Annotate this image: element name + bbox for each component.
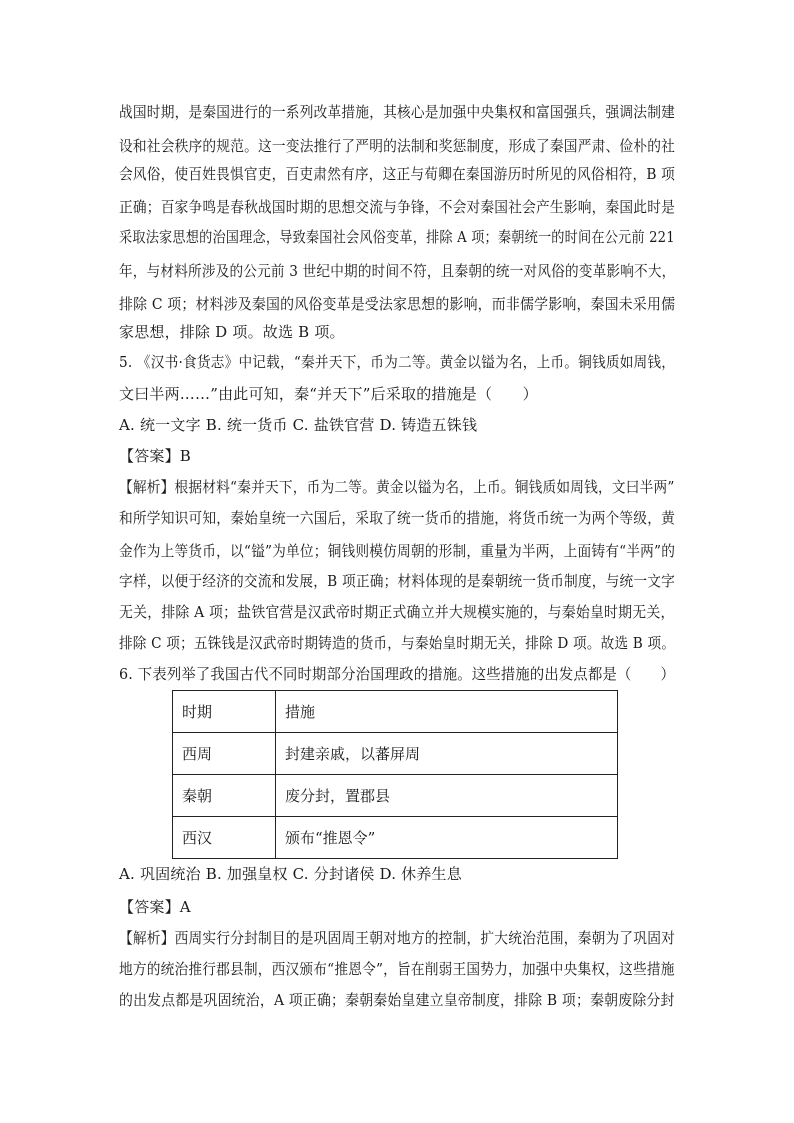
text-line: 正确；百家争鸣是春秋战国时期的思想交流与争锋，不会对秦国社会产生影响，秦国此时是 <box>119 198 676 216</box>
text-line: 年，与材料所涉及的公元前 3 世纪中期的时间不符，且秦朝的统一对风俗的变革影响不大， <box>119 262 676 280</box>
question-6-stem: 6. 下表列举了我国古代不同时期部分治国理政的措施。这些措施的出发点都是（ ） <box>119 665 676 683</box>
answer-label: 【答案】B <box>119 447 192 465</box>
question-6-options: A. 巩固统治 B. 加强皇权 C. 分封诸侯 D. 休养生息 <box>119 865 462 883</box>
table-row <box>173 733 618 775</box>
text-line: 设和社会秩序的规范。这一变法推行了严明的法制和奖惩制度，形成了秦国严肃、俭朴的社 <box>119 137 676 155</box>
table-cell: 西汉 <box>173 817 276 859</box>
table-row <box>173 775 618 817</box>
text-line: 排除 C 项；材料涉及秦国的风俗变革是受法家思想的影响，而非儒学影响，秦国未采用儒 <box>119 295 676 313</box>
table-cell: 颁布“推恩令” <box>276 817 618 859</box>
answer-label: 【答案】A <box>119 898 191 916</box>
table-cell: 西周 <box>173 733 276 775</box>
question-5-stem: 文曰半两……”由此可知，秦“并天下”后采取的措施是（ ） <box>119 385 538 403</box>
table-row <box>173 817 618 859</box>
question-5-stem: 5. 《汉书·食货志》中记载，“秦并天下，币为二等。黄金以镒为名，上币。铜钱质如周钱， <box>119 353 676 371</box>
analysis-line: 【解析】西周实行分封制目的是巩固周王朝对地方的控制，扩大统治范围，秦朝为了巩固对 <box>119 929 676 947</box>
text-line: 家思想，排除 D 项。故选 B 项。 <box>119 323 345 341</box>
analysis-line: 【解析】根据材料“秦并天下，币为二等。黄金以镒为名，上币。铜钱质如周钱，文曰半两” <box>119 478 675 496</box>
analysis-line: 排除 C 项；五铢钱是汉武帝时期铸造的货币，与秦始皇时期无关，排除 D 项。故选 B 项。 <box>119 634 676 652</box>
analysis-line: 的出发点都是巩固统治，A 项正确；秦朝秦始皇建立皇帝制度，排除 B 项；秦朝废除分封 <box>119 991 675 1009</box>
analysis-line: 地方的统治推行郡县制，西汉颁布“推恩令”，旨在削弱王国势力，加强中央集权，这些措施 <box>119 960 675 978</box>
measures-table <box>172 690 618 859</box>
table-cell: 秦朝 <box>173 775 276 817</box>
table-header-cell: 时期 <box>173 691 276 733</box>
text-line: 会风俗，使百姓畏惧官吏，百吏肃然有序，这正与荀卿在秦国游历时所见的风俗相符，B 项 <box>119 165 675 183</box>
table-cell: 废分封，置郡县 <box>276 775 618 817</box>
table-header-row <box>173 691 618 733</box>
text-line: 战国时期，是秦国进行的一系列改革措施，其核心是加强中央集权和富国强兵，强调法制建 <box>119 103 676 121</box>
analysis-line: 和所学知识可知，秦始皇统一六国后，采取了统一货币的措施，将货币统一为两个等级，黄 <box>119 509 676 527</box>
analysis-line: 字样，以便于经济的交流和发展，B 项正确；材料体现的是秦朝统一货币制度，与统一文字 <box>119 572 675 590</box>
table-header-cell: 措施 <box>276 691 618 733</box>
analysis-line: 无关，排除 A 项；盐铁官营是汉武帝时期正式确立并大规模实施的，与秦始皇时期无关， <box>119 603 675 621</box>
text-line: 采取法家思想的治国理念，导致秦国社会风俗变革，排除 A 项；秦朝统一的时间在公元前 221 <box>119 228 675 246</box>
table-cell: 封建亲戚，以蕃屏周 <box>276 733 618 775</box>
analysis-line: 金作为上等货币，以“镒”为单位；铜钱则模仿周朝的形制，重量为半两，上面铸有“半两”的 <box>119 542 676 560</box>
question-5-options: A. 统一文字 B. 统一货币 C. 盐铁官营 D. 铸造五铢钱 <box>119 416 478 434</box>
